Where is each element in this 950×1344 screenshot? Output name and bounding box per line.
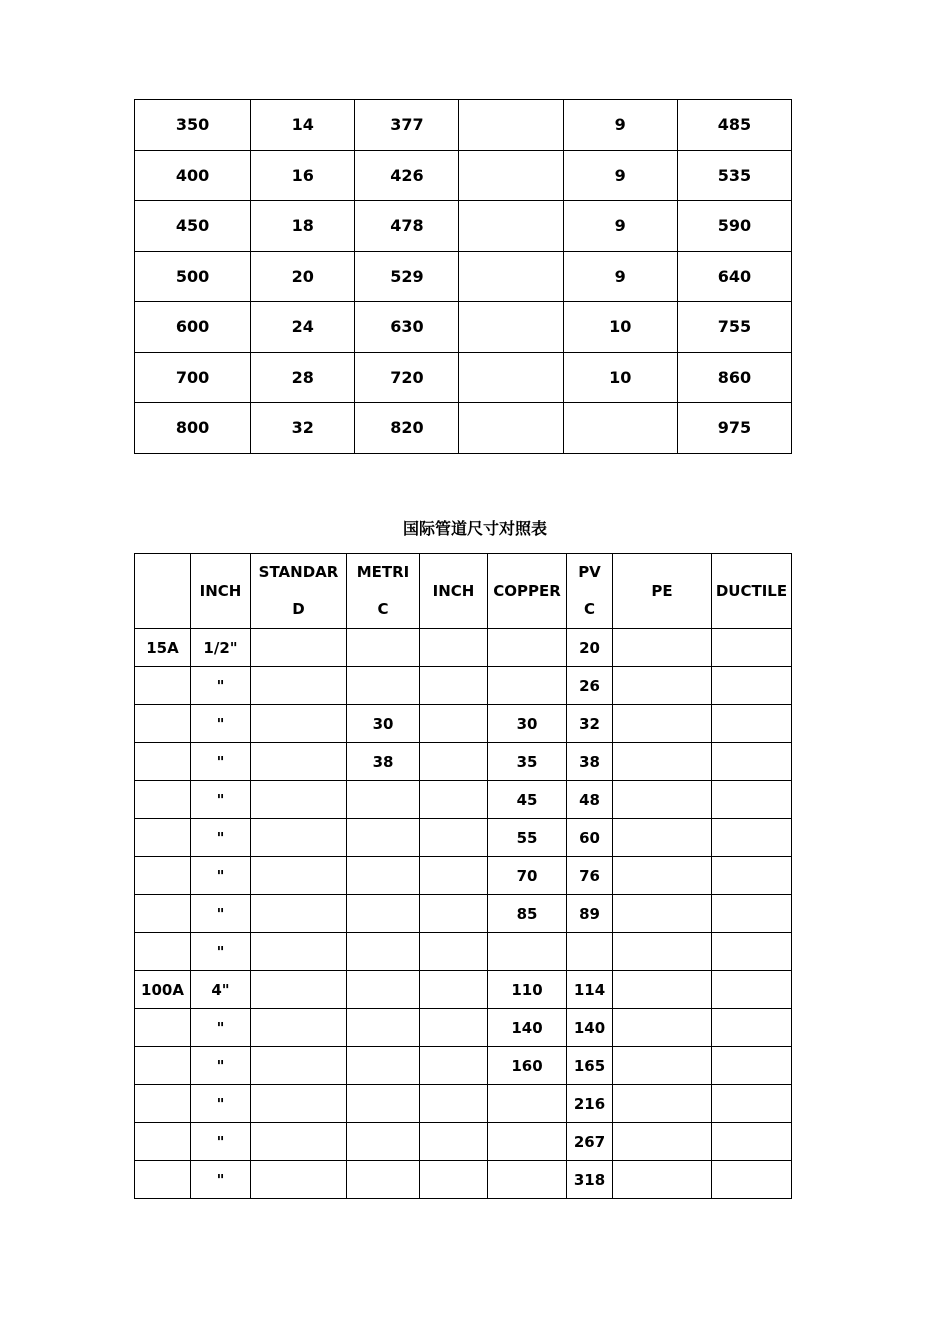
top-size-table xyxy=(134,99,792,454)
table-cell xyxy=(613,895,712,933)
table-cell xyxy=(420,629,488,667)
table-cell: 32 xyxy=(567,705,613,743)
header-metric-line2: C xyxy=(377,600,389,618)
table-cell: 85 xyxy=(488,895,567,933)
table-row xyxy=(135,403,792,454)
table-cell: " xyxy=(191,895,251,933)
table-cell xyxy=(251,1009,347,1047)
table-row xyxy=(135,781,792,819)
table-cell xyxy=(420,857,488,895)
header-cell-copper: COPPER xyxy=(488,554,567,629)
table-cell: 60 xyxy=(567,819,613,857)
table-cell: " xyxy=(191,705,251,743)
table-cell xyxy=(251,971,347,1009)
table-cell xyxy=(251,819,347,857)
table-cell xyxy=(347,819,420,857)
table-cell xyxy=(459,201,563,252)
table-cell xyxy=(135,819,191,857)
table-cell xyxy=(135,1047,191,1085)
table-cell xyxy=(420,781,488,819)
table-cell: 720 xyxy=(355,352,459,403)
table-cell xyxy=(488,667,567,705)
table-cell: 975 xyxy=(677,403,791,454)
table-cell xyxy=(613,857,712,895)
table-cell xyxy=(135,705,191,743)
table-cell xyxy=(347,667,420,705)
table-cell xyxy=(135,1123,191,1161)
table-row xyxy=(135,100,792,151)
table-cell: 9 xyxy=(563,201,677,252)
table-cell xyxy=(613,819,712,857)
table-cell xyxy=(712,705,792,743)
table-cell: 89 xyxy=(567,895,613,933)
table-row xyxy=(135,150,792,201)
table-cell: 630 xyxy=(355,302,459,353)
table-cell xyxy=(135,1085,191,1123)
table-cell xyxy=(712,667,792,705)
table-header-row xyxy=(135,554,792,629)
table-cell xyxy=(712,1085,792,1123)
table-row xyxy=(135,743,792,781)
table-cell: 9 xyxy=(563,150,677,201)
table-cell xyxy=(613,705,712,743)
table-cell xyxy=(420,971,488,1009)
table-cell: 216 xyxy=(567,1085,613,1123)
table-cell: 18 xyxy=(251,201,355,252)
table-cell xyxy=(135,1161,191,1199)
table-cell xyxy=(613,933,712,971)
table-cell: 28 xyxy=(251,352,355,403)
table-cell xyxy=(135,781,191,819)
table-cell: " xyxy=(191,1161,251,1199)
table-cell xyxy=(488,1161,567,1199)
table-cell xyxy=(712,1123,792,1161)
table-cell: " xyxy=(191,1085,251,1123)
table-cell xyxy=(420,1161,488,1199)
table-cell xyxy=(712,933,792,971)
table-row xyxy=(135,629,792,667)
table-cell xyxy=(712,629,792,667)
table-cell xyxy=(251,629,347,667)
table-cell: " xyxy=(191,667,251,705)
table-cell: 267 xyxy=(567,1123,613,1161)
header-pvc-line2: C xyxy=(583,600,595,618)
table-cell: 860 xyxy=(677,352,791,403)
table-cell: 20 xyxy=(251,251,355,302)
table-cell xyxy=(420,933,488,971)
table-cell xyxy=(251,1161,347,1199)
table-cell xyxy=(488,1085,567,1123)
table-cell xyxy=(251,857,347,895)
table-cell xyxy=(251,1123,347,1161)
table-cell: 45 xyxy=(488,781,567,819)
table-cell xyxy=(459,150,563,201)
table-row xyxy=(135,1123,792,1161)
table-row xyxy=(135,352,792,403)
header-standard-line1: STANDAR xyxy=(258,563,339,581)
header-cell-inch-2: INCH xyxy=(420,554,488,629)
table-cell: 15A xyxy=(135,629,191,667)
table-cell xyxy=(488,629,567,667)
table-cell xyxy=(347,1009,420,1047)
table-cell xyxy=(613,1123,712,1161)
header-cell-inch: INCH xyxy=(191,554,251,629)
table-cell: 32 xyxy=(251,403,355,454)
table-cell xyxy=(347,1047,420,1085)
table-cell: 20 xyxy=(567,629,613,667)
table-cell: 110 xyxy=(488,971,567,1009)
table-row xyxy=(135,819,792,857)
table-cell xyxy=(488,1123,567,1161)
table-row xyxy=(135,667,792,705)
header-cell-standard xyxy=(251,554,347,629)
table-cell: 350 xyxy=(135,100,251,151)
table-cell xyxy=(251,667,347,705)
table-row xyxy=(135,933,792,971)
table-cell: 640 xyxy=(677,251,791,302)
table-row xyxy=(135,971,792,1009)
table-cell: 35 xyxy=(488,743,567,781)
table-cell: 500 xyxy=(135,251,251,302)
table-cell: " xyxy=(191,1009,251,1047)
table-cell xyxy=(613,1047,712,1085)
table-cell xyxy=(347,971,420,1009)
table-cell xyxy=(420,1009,488,1047)
header-cell-pe: PE xyxy=(613,554,712,629)
table-cell xyxy=(459,251,563,302)
header-cell-metric xyxy=(347,554,420,629)
table-cell xyxy=(613,629,712,667)
table-cell xyxy=(135,933,191,971)
table-row xyxy=(135,895,792,933)
table-cell: 700 xyxy=(135,352,251,403)
table-cell xyxy=(712,1047,792,1085)
table-cell: 48 xyxy=(567,781,613,819)
table-cell: " xyxy=(191,781,251,819)
table-cell xyxy=(251,1085,347,1123)
table-cell xyxy=(712,781,792,819)
table-cell xyxy=(712,1161,792,1199)
table-cell xyxy=(613,781,712,819)
table-cell xyxy=(567,933,613,971)
table-cell: 9 xyxy=(563,100,677,151)
top-table-body xyxy=(135,100,792,454)
table-cell: 55 xyxy=(488,819,567,857)
table-cell: 30 xyxy=(347,705,420,743)
table-cell: 160 xyxy=(488,1047,567,1085)
table-cell: 10 xyxy=(563,302,677,353)
pipe-size-table xyxy=(134,553,792,1199)
table-cell xyxy=(420,819,488,857)
table-cell xyxy=(347,895,420,933)
table-cell: 76 xyxy=(567,857,613,895)
table-cell: 426 xyxy=(355,150,459,201)
table-row xyxy=(135,201,792,252)
table-row xyxy=(135,705,792,743)
table-cell xyxy=(459,352,563,403)
table-cell: 1/2" xyxy=(191,629,251,667)
header-cell-pvc xyxy=(567,554,613,629)
table-cell: 140 xyxy=(567,1009,613,1047)
table-cell xyxy=(712,819,792,857)
table-cell: 450 xyxy=(135,201,251,252)
table-cell: 318 xyxy=(567,1161,613,1199)
table-cell xyxy=(347,1123,420,1161)
table-cell: 4" xyxy=(191,971,251,1009)
table-cell xyxy=(135,857,191,895)
table-cell xyxy=(459,302,563,353)
table-cell: 485 xyxy=(677,100,791,151)
table-cell xyxy=(347,629,420,667)
table-cell: 26 xyxy=(567,667,613,705)
table-cell: 400 xyxy=(135,150,251,201)
table-cell: 800 xyxy=(135,403,251,454)
table-cell xyxy=(420,743,488,781)
table-cell xyxy=(420,705,488,743)
table-cell: 10 xyxy=(563,352,677,403)
table-cell xyxy=(251,933,347,971)
table-cell xyxy=(347,857,420,895)
table-cell: 24 xyxy=(251,302,355,353)
table-cell xyxy=(712,857,792,895)
table-cell xyxy=(613,1161,712,1199)
table-cell xyxy=(347,1161,420,1199)
table-cell xyxy=(563,403,677,454)
table-cell xyxy=(347,933,420,971)
table-cell: " xyxy=(191,743,251,781)
table-row xyxy=(135,1047,792,1085)
table-cell xyxy=(135,895,191,933)
table-cell xyxy=(135,743,191,781)
table-cell: 165 xyxy=(567,1047,613,1085)
pipe-table-body xyxy=(135,554,792,1199)
table-cell: " xyxy=(191,933,251,971)
table-cell xyxy=(459,403,563,454)
table-cell: 38 xyxy=(347,743,420,781)
table-cell: 30 xyxy=(488,705,567,743)
table-cell xyxy=(251,895,347,933)
table-cell: 9 xyxy=(563,251,677,302)
table-cell xyxy=(613,971,712,1009)
table-cell: 114 xyxy=(567,971,613,1009)
table-cell xyxy=(347,781,420,819)
table-cell xyxy=(251,1047,347,1085)
table-cell: 14 xyxy=(251,100,355,151)
table-cell xyxy=(420,1085,488,1123)
table-cell: 70 xyxy=(488,857,567,895)
table-cell xyxy=(712,971,792,1009)
table-cell xyxy=(613,1085,712,1123)
table-cell: 38 xyxy=(567,743,613,781)
table-cell: 529 xyxy=(355,251,459,302)
table-cell: " xyxy=(191,1123,251,1161)
table-row xyxy=(135,302,792,353)
table-cell xyxy=(135,667,191,705)
table-cell: 590 xyxy=(677,201,791,252)
table-cell xyxy=(420,667,488,705)
table-cell xyxy=(420,1123,488,1161)
table-cell xyxy=(488,933,567,971)
table-cell xyxy=(347,1085,420,1123)
table-cell xyxy=(135,1009,191,1047)
table-row xyxy=(135,251,792,302)
table-cell xyxy=(613,667,712,705)
header-pvc-line1: PV xyxy=(578,563,601,581)
table-cell: 16 xyxy=(251,150,355,201)
table-cell: 600 xyxy=(135,302,251,353)
table-cell: 755 xyxy=(677,302,791,353)
table-cell xyxy=(712,1009,792,1047)
header-cell-ductile: DUCTILE xyxy=(712,554,792,629)
table-cell: 140 xyxy=(488,1009,567,1047)
table-cell xyxy=(420,1047,488,1085)
page-title: 国际管道尺寸对照表 xyxy=(402,519,547,538)
table-cell: 377 xyxy=(355,100,459,151)
table-cell: " xyxy=(191,857,251,895)
table-cell: " xyxy=(191,819,251,857)
table-cell: 535 xyxy=(677,150,791,201)
table-row xyxy=(135,1161,792,1199)
table-cell xyxy=(613,1009,712,1047)
table-cell: " xyxy=(191,1047,251,1085)
table-cell: 478 xyxy=(355,201,459,252)
table-cell xyxy=(613,743,712,781)
table-cell xyxy=(251,781,347,819)
table-row xyxy=(135,857,792,895)
table-row xyxy=(135,1085,792,1123)
table-cell xyxy=(712,895,792,933)
table-cell xyxy=(712,743,792,781)
table-row xyxy=(135,1009,792,1047)
table-cell: 820 xyxy=(355,403,459,454)
table-cell: 100A xyxy=(135,971,191,1009)
header-metric-line1: METRI xyxy=(356,563,410,581)
table-cell xyxy=(459,100,563,151)
header-standard-line2: D xyxy=(292,600,305,618)
header-cell-empty xyxy=(135,554,191,629)
table-cell xyxy=(420,895,488,933)
table-cell xyxy=(251,705,347,743)
table-cell xyxy=(251,743,347,781)
